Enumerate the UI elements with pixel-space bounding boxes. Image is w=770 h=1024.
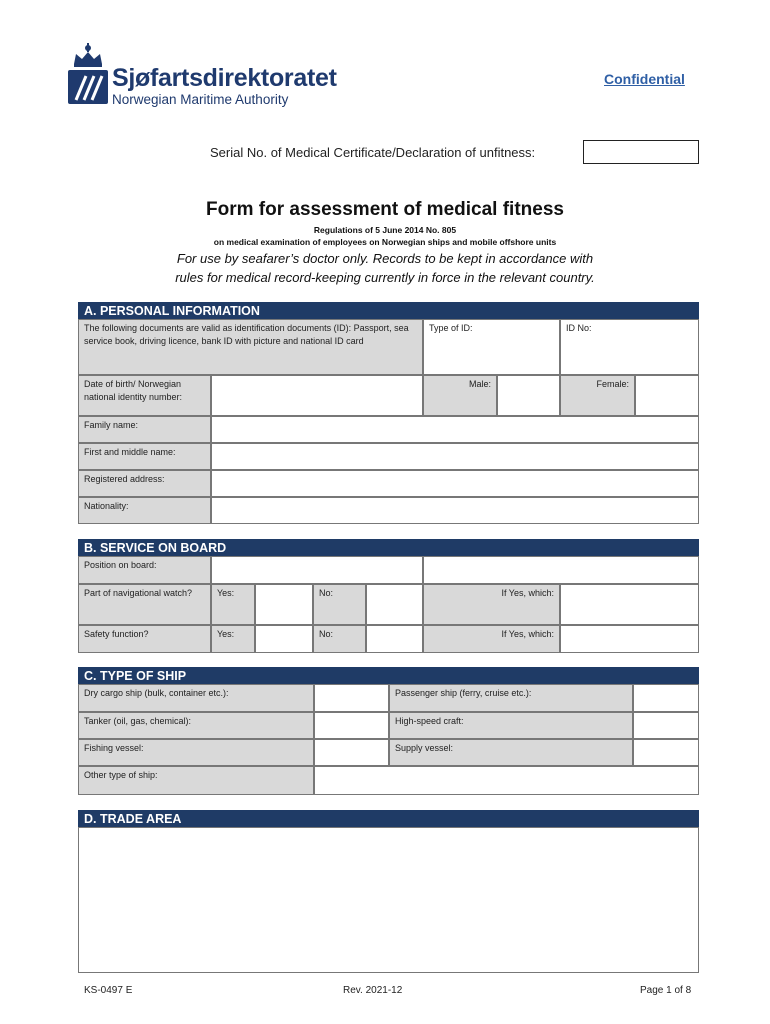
- regulation-line-2: on medical examination of employees on Norwegian ships and mobile offshore units: [213, 237, 557, 247]
- tanker-label: Tanker (oil, gas, chemical):: [78, 712, 314, 739]
- serial-label: Serial No. of Medical Certificate/Declaration of unfitness:: [210, 145, 536, 160]
- high-speed-checkbox[interactable]: [633, 712, 699, 739]
- nav-watch-label: Part of navigational watch?: [78, 584, 211, 625]
- form-code: KS-0497 E: [84, 985, 133, 996]
- logo: [66, 42, 110, 106]
- passenger-label: Passenger ship (ferry, cruise etc.):: [389, 684, 633, 712]
- female-checkbox[interactable]: [635, 375, 699, 416]
- address-label: Registered address:: [78, 470, 211, 497]
- fishing-label: Fishing vessel:: [78, 739, 314, 766]
- safety-label: Safety function?: [78, 625, 211, 653]
- org-subtitle: Norwegian Maritime Authority: [112, 92, 289, 107]
- male-checkbox[interactable]: [497, 375, 560, 416]
- crown-shield-icon: [66, 42, 110, 106]
- id-documents-text: The following documents are valid as identification documents (ID): Passport, sea service book, driving licence, bank ID with picture and national ID card: [78, 319, 423, 375]
- id-no-label: ID No:: [566, 323, 592, 333]
- position-input-2[interactable]: [423, 556, 699, 584]
- family-name-label: Family name:: [78, 416, 211, 443]
- id-no-field[interactable]: [560, 319, 699, 375]
- serial-input[interactable]: [583, 140, 699, 164]
- tanker-checkbox[interactable]: [314, 712, 389, 739]
- nav-watch-which-input[interactable]: [560, 584, 699, 625]
- nav-watch-no-checkbox[interactable]: [366, 584, 423, 625]
- doctor-note-line-2: rules for medical record-keeping currently in force in the relevant country.: [175, 270, 595, 285]
- safety-no-checkbox[interactable]: [366, 625, 423, 653]
- section-a-heading: A. PERSONAL INFORMATION: [78, 302, 699, 319]
- fishing-checkbox[interactable]: [314, 739, 389, 766]
- trade-area-input[interactable]: [78, 827, 699, 973]
- revision: Rev. 2021-12: [343, 985, 403, 996]
- other-ship-label: Other type of ship:: [78, 766, 314, 795]
- safety-which-input[interactable]: [560, 625, 699, 653]
- position-input[interactable]: [211, 556, 423, 584]
- safety-no-label: No:: [313, 625, 366, 653]
- nav-watch-yes-label: Yes:: [211, 584, 255, 625]
- section-d-heading: D. TRADE AREA: [78, 810, 699, 827]
- high-speed-label: High-speed craft:: [389, 712, 633, 739]
- section-c-heading: C. TYPE OF SHIP: [78, 667, 699, 684]
- page-title: Form for assessment of medical fitness: [206, 199, 564, 220]
- position-label: Position on board:: [78, 556, 211, 584]
- nav-watch-yes-checkbox[interactable]: [255, 584, 313, 625]
- safety-yes-checkbox[interactable]: [255, 625, 313, 653]
- supply-checkbox[interactable]: [633, 739, 699, 766]
- male-label: Male:: [423, 375, 497, 416]
- dry-cargo-label: Dry cargo ship (bulk, container etc.):: [78, 684, 314, 712]
- first-name-label: First and middle name:: [78, 443, 211, 470]
- safety-which-label: If Yes, which:: [423, 625, 560, 653]
- female-label: Female:: [560, 375, 635, 416]
- first-name-input[interactable]: [211, 443, 699, 470]
- type-of-id-label: Type of ID:: [429, 323, 473, 333]
- passenger-checkbox[interactable]: [633, 684, 699, 712]
- other-ship-input[interactable]: [314, 766, 699, 795]
- safety-yes-label: Yes:: [211, 625, 255, 653]
- address-input[interactable]: [211, 470, 699, 497]
- section-b-heading: B. SERVICE ON BOARD: [78, 539, 699, 556]
- nav-watch-which-label: If Yes, which:: [423, 584, 560, 625]
- page-number: Page 1 of 8: [640, 985, 692, 996]
- org-name: Sjøfartsdirektoratet: [112, 64, 337, 92]
- dry-cargo-checkbox[interactable]: [314, 684, 389, 712]
- type-of-id-field[interactable]: [423, 319, 560, 375]
- doctor-note-line-1: For use by seafarer’s doctor only. Records to be kept in accordance with: [176, 251, 594, 266]
- dob-label: Date of birth/ Norwegian national identity number:: [78, 375, 211, 416]
- nav-watch-no-label: No:: [313, 584, 366, 625]
- supply-label: Supply vessel:: [389, 739, 633, 766]
- nationality-input[interactable]: [211, 497, 699, 524]
- family-name-input[interactable]: [211, 416, 699, 443]
- dob-input[interactable]: [211, 375, 423, 416]
- nationality-label: Nationality:: [78, 497, 211, 524]
- confidential-label: Confidential: [604, 71, 685, 87]
- regulation-line-1: Regulations of 5 June 2014 No. 805: [313, 225, 457, 235]
